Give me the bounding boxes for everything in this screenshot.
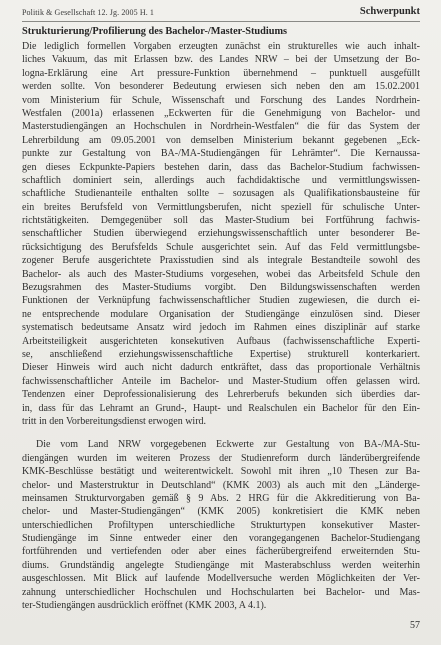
- text-line: Westfalen (2001a) erlassenen „Eckwerten für die Genehmigung von Bachelor- und: [22, 107, 420, 119]
- text-line: ein breites Berufsfeld von Vermittlungsberufen, nicht speziell für schulische Unter-: [22, 201, 420, 213]
- header-rule: [22, 21, 420, 22]
- text-line: unterschiedlichen Profiltypen unterschiedliche Strukturtypen konsekutiver Master-: [22, 519, 420, 531]
- text-line: chelor- und Masterstruktur in Deutschland“ (KMK 2003) als auch mit den „Länderge-: [22, 479, 420, 491]
- text-line: Funktionen der Verknüpfung fachwissenschaftlicher Studien zugewiesen, die durch ei-: [22, 295, 420, 307]
- text-line: meinsamen Strukturvorgaben gemäß § 9 Abs. 2 HRG für die Akkreditierung von Ba-: [22, 492, 420, 504]
- section-label: Schwerpunkt: [359, 6, 420, 17]
- text-line: senschaftlicher Studien überwiegend erziehungswissenschaftlich unter besonderer Be-: [22, 228, 420, 240]
- text-line: diengängen wurden im weiteren Prozess der Studienreform durch länderübergreifende: [22, 452, 420, 464]
- text-line: Bezugsrahmen des Master-Studiums vorgibt. Den Bildungswissenschaften werden: [22, 282, 420, 294]
- text-line: tritt in den Vorbereitungsdienst erwogen wird.: [22, 415, 207, 427]
- text-line: ne entsprechende modulare Organisation der Studiengänge einzulösen sind. Dieser: [22, 308, 420, 320]
- text-line: Die vom Land NRW vorgegebenen Eckwerte zur Gestaltung von BA-/MA-Stu-: [36, 439, 420, 451]
- text-line: Studiengänge im Sinne entweder einer den vorangegangenen Bachelor-Studiengang: [22, 533, 420, 545]
- text-line: Lehrerbildung am 09.05.2001 von demselben Ministerium bekannt gegebenen „Eck-: [22, 134, 420, 146]
- text-line: systematisch bedeutsame Ansatz wird jedoch im Rahmen eines disziplinär auf starke: [22, 322, 420, 334]
- text-line: Masterstudiengängen an Hochschulen in Nordrhein-Westfalen“ die für das System der: [22, 121, 420, 133]
- text-line: Tendenzen einer Deprofessionalisierung des Lehrerberufs bekunden sich überdies dar-: [22, 389, 420, 401]
- text-line: se, anschließend erziehungswissenschaftliche Expertise) strukturell konterkariert.: [22, 348, 420, 360]
- text-line: fachwissenschaftlicher Anteile im Bachelor- und Master-Studium offen gelassen wird.: [22, 375, 420, 387]
- text-line: vom Ministerium für Schule, Wissenschaft und Forschung des Landes Nordrhein-: [22, 94, 420, 106]
- body-text: [22, 40, 420, 612]
- journal-citation: Politik & Gesellschaft 12. Jg. 2005 H. 1: [22, 8, 154, 17]
- text-line: Bachelor- als auch des Master-Studiums vorgesehen, wobei das Arbeitsfeld Schule den: [22, 268, 420, 280]
- page-number: 57: [410, 620, 420, 631]
- text-line: logna-Erklärung eine Art pressure-Funktion übernehmend – punktuell ausgefüllt: [22, 67, 420, 79]
- text-line: KMK-Beschlüsse bestätigt und weiterentwickelt. Sowohl mit ihren „10 Thesen zur Ba-: [22, 466, 420, 478]
- text-line: zahnung unterschiedlicher Hochschulen und Hochschularten bei Bachelor- und Mas-: [22, 586, 420, 598]
- text-line: ausgeschlossen. Mit Blick auf laufende Modellversuche werden Möglichkeiten der Ver-: [22, 573, 420, 585]
- text-line: richtstätigkeiten. Demgegenüber soll das Master-Studium bei Fortführung fachwis-: [22, 215, 420, 227]
- text-line: in, dass für das Lehramt an Grund-, Haupt- und Realschulen ein Bachelor für den Ein-: [22, 402, 420, 414]
- text-line: zogener Berufe ausgerichtete Praxisstudien sind als integrale Bestandteile sowohl des: [22, 255, 420, 267]
- text-line: gen dieses Eckpunkte-Papiers bestehen darin, dass das Bachelor-Studium fachwissen-: [22, 161, 420, 173]
- text-line: schaftlich dominiert sein, allerdings auch fachdidaktische und vermittlungswissen-: [22, 174, 420, 186]
- text-line: Die lediglich formellen Vorgaben erzeugten zunächst ein strukturelles wie auch inhalt-: [22, 41, 420, 52]
- text-line: punkte zur Gestaltung von BA-/MA-Studiengängen für Lehrämter“. Die Kernaussa-: [22, 148, 420, 160]
- text-line: werden sollte. Von besonderer Bedeutung erwiesen sich neben den am 15.02.2001: [22, 81, 420, 93]
- text-line: schaftliche Studienanteile enthalten sollte – sozusagen als Qualifikationsbausteine für: [22, 188, 420, 200]
- paragraph: [22, 438, 420, 612]
- running-header: [22, 6, 420, 20]
- text-line: Dieser Hinweis wird auch nicht dadurch entkräftet, dass das proportionale Verhältnis: [22, 362, 420, 374]
- text-line: diums. Grundständig angelegte Studiengänge mit Masterabschluss werden weiterhin: [22, 559, 420, 571]
- section-title: Strukturierung/Profilierung des Bachelor-/Master-Studiums: [22, 26, 288, 37]
- text-line: fortführenden und vertiefenden oder aber eines fächerübergreifend erweiternden Stu-: [22, 546, 420, 558]
- text-line: ter-Studiengängen ausdrücklich eröffnet (KMK 2003, A 4.1).: [22, 600, 267, 612]
- text-line: chelor- und Master-Studiengängen“ (KMK 2005) konkretisiert die KMK neben: [22, 506, 420, 518]
- text-line: Arbeitsteiligkeit ausgerichteten konsekutiven Aufbaus (fachwissenschaftliche Experti-: [22, 335, 420, 347]
- paragraph: [22, 40, 420, 428]
- text-line: liches Vakuum, das mit Erlassen bzw. des Landes NRW – bei der Umsetzung der Bo-: [22, 54, 420, 66]
- text-line: rücksichtigung des Berufsfelds Schule ausgerichtet sein. Auf das Feld vermittlungsbe-: [22, 241, 420, 253]
